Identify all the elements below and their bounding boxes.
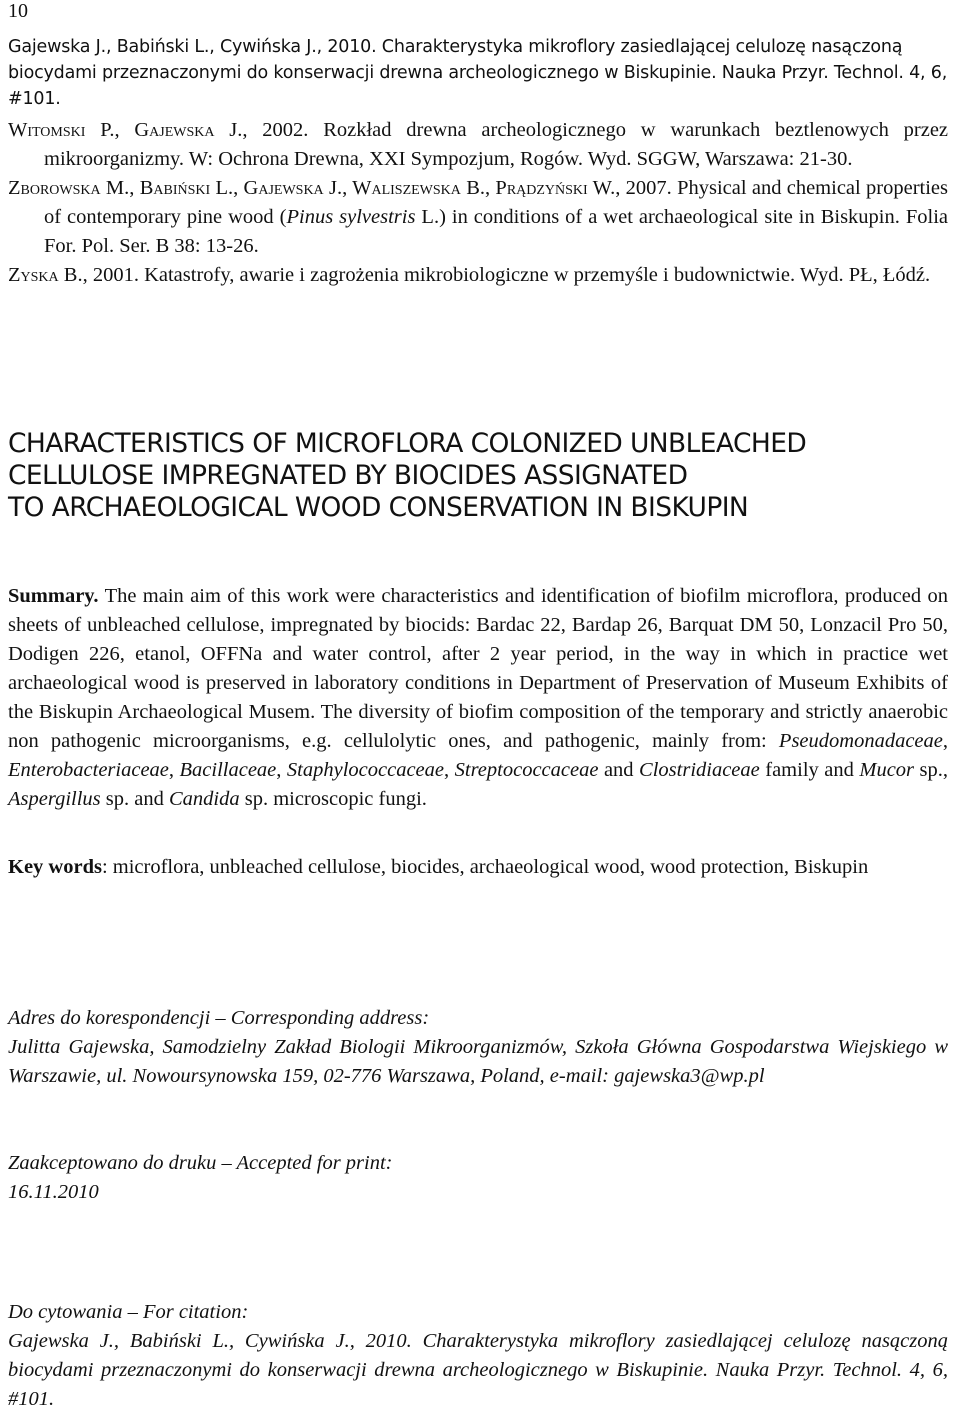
- accepted-heading: Zaakceptowano do druku – Accepted for print:: [8, 1152, 393, 1174]
- reference-item: [8, 261, 948, 290]
- summary-text: ,: [168, 759, 180, 781]
- reference-year: , 2007.: [615, 177, 672, 199]
- summary-text: ,: [942, 730, 948, 752]
- taxon-name: Staphylococcaceae: [286, 759, 445, 781]
- reference-authors: Zyska B.: [8, 264, 83, 286]
- summary-text: sp. microscopic fungi.: [239, 788, 427, 810]
- taxon-name: Aspergillus: [8, 788, 101, 810]
- accepted-block: [8, 1149, 948, 1207]
- title-line: CHARACTERISTICS OF MICROFLORA COLONIZED UNBLEACHED: [8, 428, 807, 459]
- reference-text-end: L.) in conditions of a wet archaeological site in Biskupin. Folia For. Pol. Ser. B 38: 13-26.: [44, 206, 948, 257]
- reference-item: [8, 174, 948, 261]
- citation-body: Gajewska J., Babiński L., Cywińska J., 2010. Charakterystyka mikroflory zasiedlającej celulozę nasączoną biocydami przeznaczonymi do konserwacji drewna archeologicznego w Biskupinie. Nauka Przyr. Technol. 4, 6, #101.: [8, 1330, 948, 1410]
- correspondence-block: [8, 1004, 948, 1091]
- reference-item: [8, 116, 948, 174]
- taxon-name: Candida: [168, 788, 240, 810]
- keywords-colon: :: [101, 856, 113, 878]
- reference-authors: Witomski P., Gajewska J.: [8, 119, 243, 141]
- english-title: [8, 428, 948, 524]
- taxon-name: Streptococcaceae: [454, 759, 599, 781]
- running-header-citation: Gajewska J., Babiński L., Cywińska J., 2010. Charakterystyka mikroflory zasiedlającej celulozę nasączoną biocydami przeznaczonymi do konserwacji drewna archeologicznego w Biskupinie. Nauka Przyr. Technol. 4, 6, #101.: [8, 37, 948, 109]
- summary-text: sp.,: [914, 759, 949, 781]
- citation-heading: Do cytowania – For citation:: [8, 1301, 249, 1323]
- summary-text: family and: [759, 759, 860, 781]
- reference-text: Katastrofy, awarie i zagrożenia mikrobiologiczne w przemyśle i budownictwie. Wyd. PŁ, Łódź.: [138, 264, 931, 286]
- title-line: TO ARCHAEOLOGICAL WOOD CONSERVATION IN BISKUPIN: [8, 492, 749, 523]
- reference-list: [8, 116, 948, 290]
- accepted-date: 16.11.2010: [8, 1181, 99, 1203]
- keywords-label-group: [8, 853, 113, 882]
- summary-label: Summary.: [8, 585, 99, 607]
- taxon-name: Pseudomonadaceae: [778, 730, 943, 752]
- summary-text: ,: [276, 759, 287, 781]
- taxon-name: Mucor: [859, 759, 915, 781]
- reference-authors: Zborowska M., Babiński L., Gajewska J., Waliszewska B., Prądzyński W.: [8, 177, 616, 199]
- summary-text: and: [598, 759, 640, 781]
- citation-block: [8, 1298, 948, 1414]
- page-number: 10: [8, 0, 28, 22]
- correspondence-heading: Adres do korespondencji – Corresponding address:: [8, 1007, 430, 1029]
- taxon-name: Clostridiaceae: [639, 759, 760, 781]
- keywords-label: Key words: [8, 856, 102, 878]
- reference-text: Physical and chemical properties of contemporary pine wood (: [44, 177, 948, 228]
- reference-text: Rozkład drewna archeologicznego w warunkach beztlenowych przez mikroorganizmy. W: Ochrona Drewna, XXI Sympozjum, Rogów. Wyd. SGGW, Warszawa: 21-30.: [44, 119, 949, 170]
- keywords-text: microflora, unbleached cellulose, biocides, archaeological wood, wood protection, Biskupin: [112, 856, 869, 878]
- summary-text: sp. and: [100, 788, 169, 810]
- summary-text: The main aim of this work were characteristics and identification of biofilm microflora, produced on sheets of unbleached cellulose, impregnated by biocids: Bardac 22, Bardap 26, Barquat DM 50, Lonzacil Pro 50, Dodigen 226, etanol, OFFNa and water control, after 2 year period, in the way in which in practice wet archaeological wood is preserved in laboratory conditions in Department of Preservation of Museum Exhibits of the Biskupin Archaeological Musem. The diversity of biofim composition of the temporary and strictly anaerobic non pathogenic microorganisms, e.g. cellulolytic ones, and pathogenic, mainly from:: [8, 585, 948, 752]
- taxon-name: Enterobacteriaceae: [8, 759, 169, 781]
- reference-year: , 2002.: [242, 119, 309, 141]
- summary-text: ,: [444, 759, 455, 781]
- reference-species: Pinus sylvestris: [286, 206, 416, 228]
- title-line: CELLULOSE IMPREGNATED BY BIOCIDES ASSIGNATED: [8, 460, 688, 491]
- reference-year: , 2001.: [82, 264, 139, 286]
- summary-paragraph: [8, 582, 948, 814]
- correspondence-body: Julitta Gajewska, Samodzielny Zakład Biologii Mikroorganizmów, Szkoła Główna Gospodarstwa Wiejskiego w Warszawie, ul. Nowoursynowska 159, 02-776 Warszawa, Poland, e-mail: gajewska3@wp.pl: [8, 1036, 948, 1087]
- taxon-name: Bacillaceae: [179, 759, 277, 781]
- keywords-block: [8, 853, 948, 882]
